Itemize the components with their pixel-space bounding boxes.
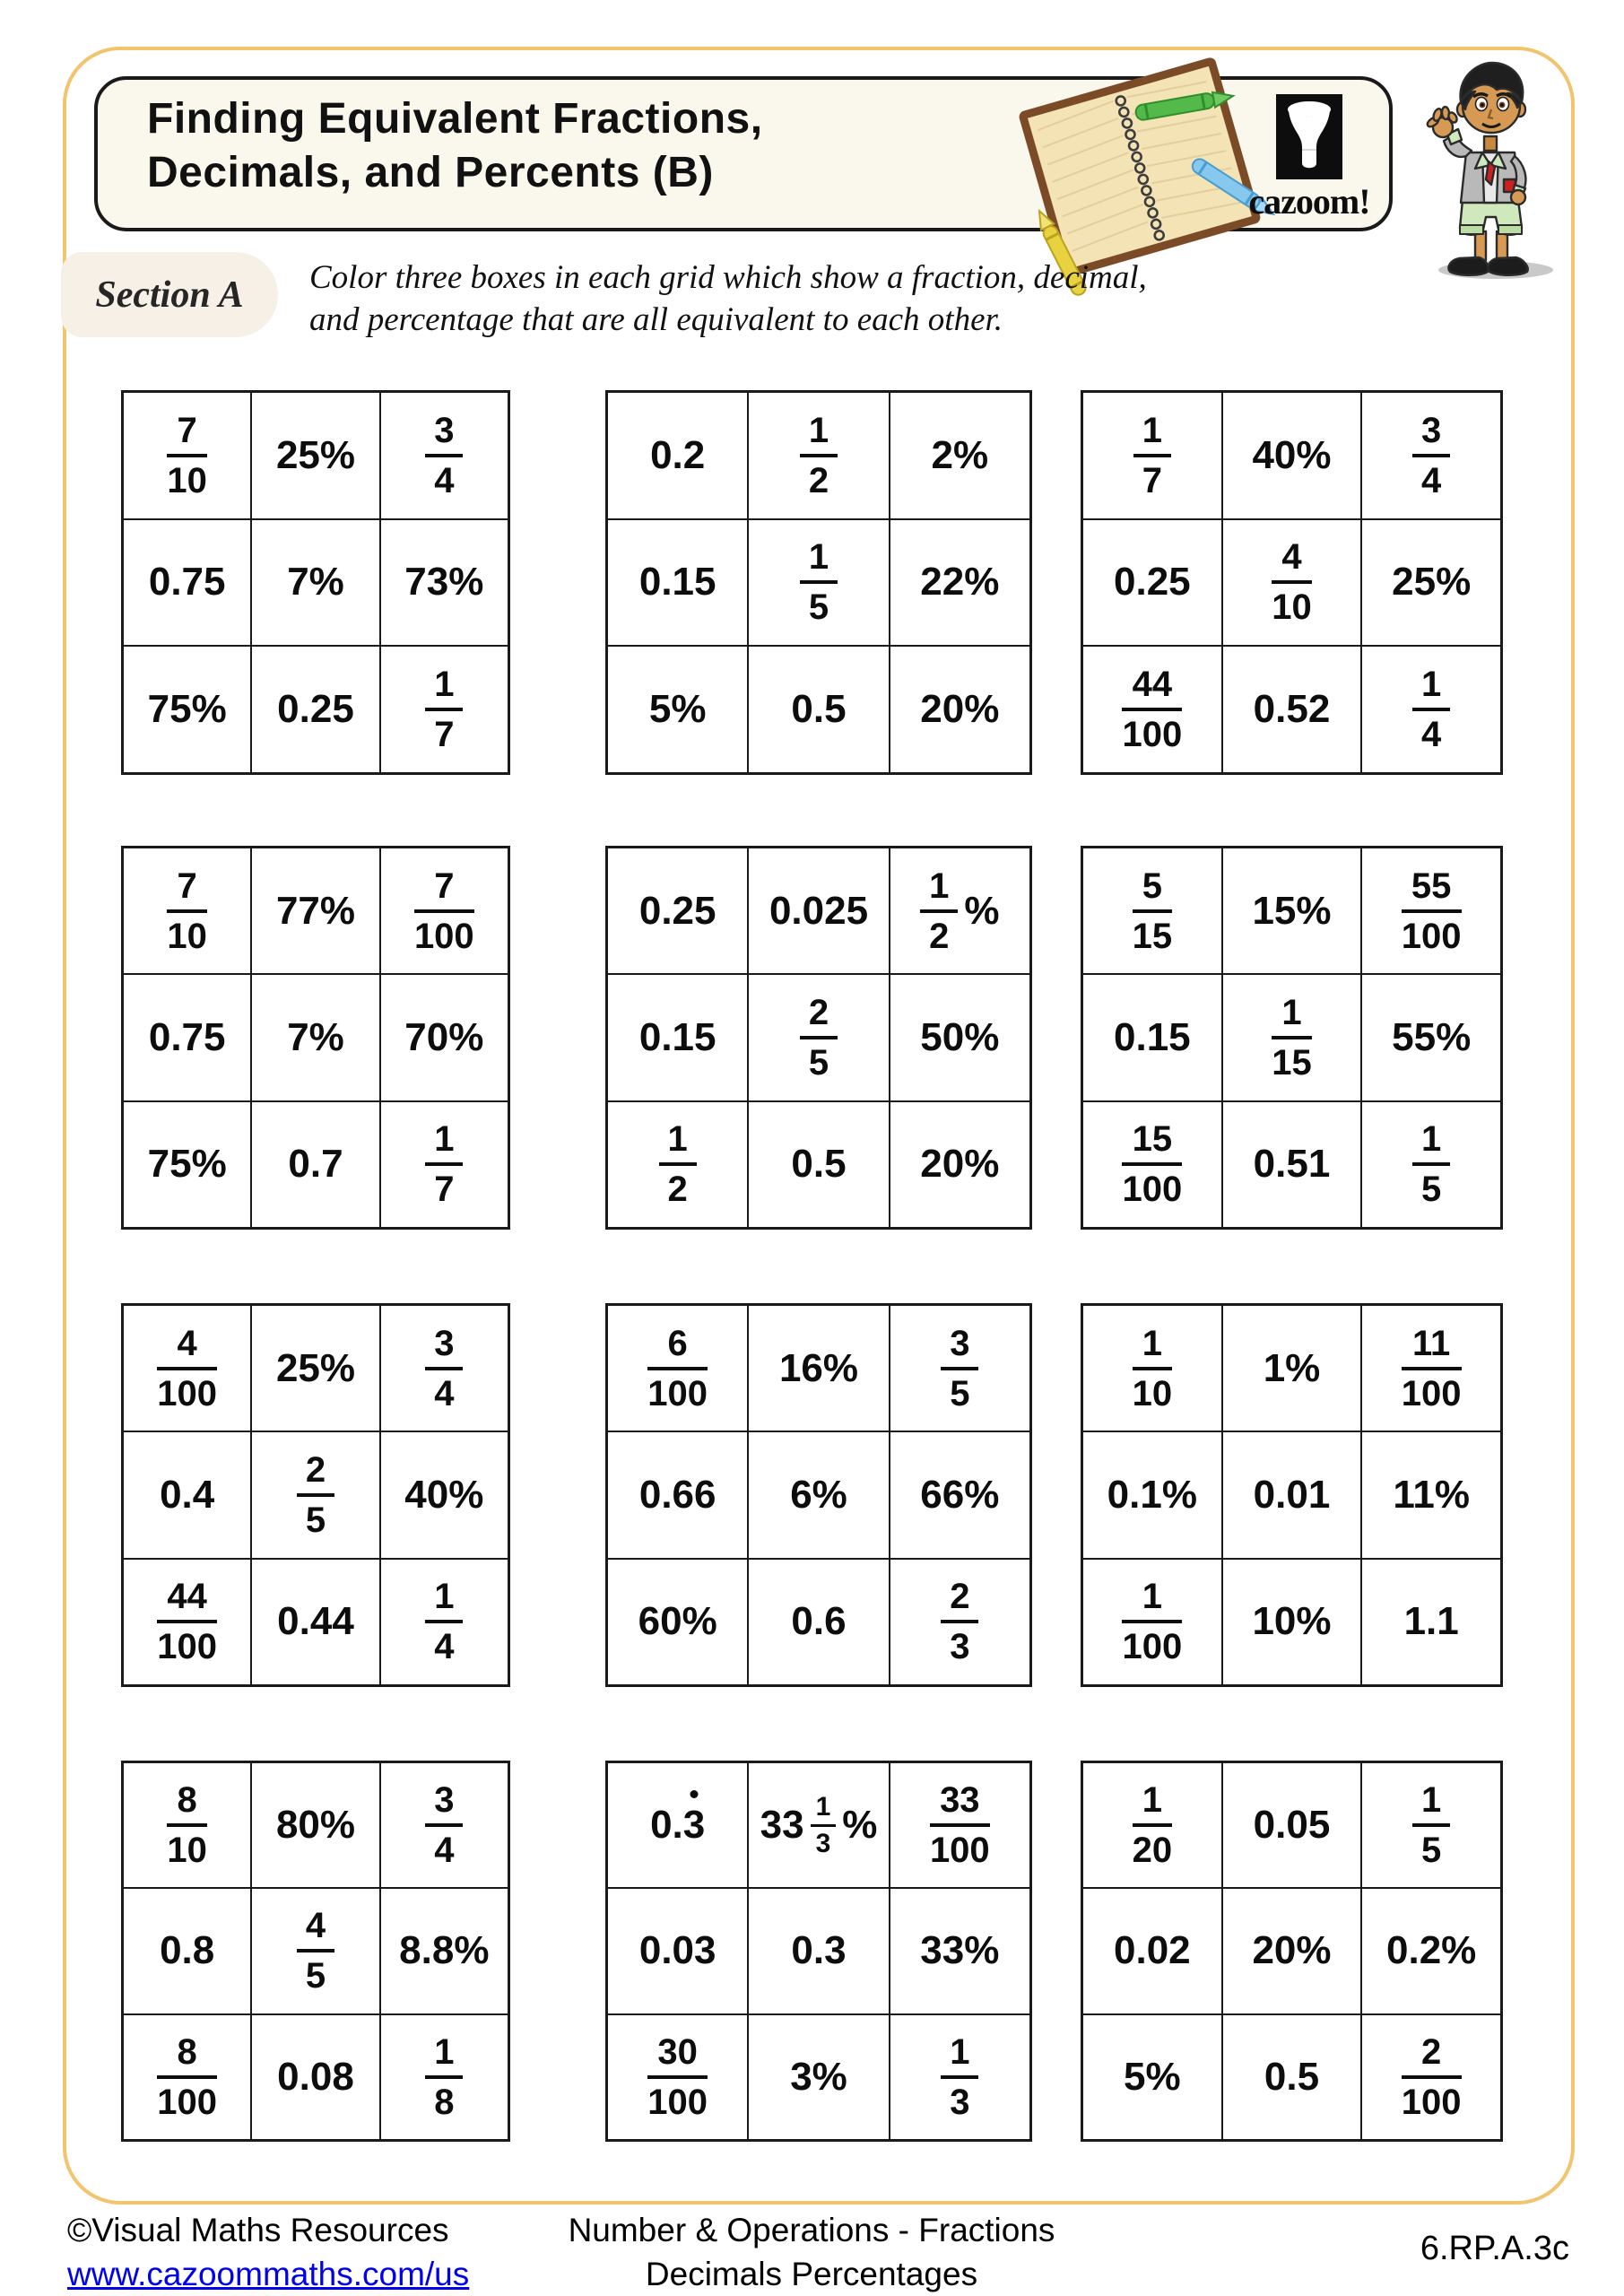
grid-12-cell-r2c1[interactable] [1082, 1888, 1222, 2013]
cell-value: 6% [790, 1472, 847, 1517]
grid-5-cell-r3c1[interactable] [607, 1101, 748, 1228]
fraction-value: $\frac{7}{10}$ [167, 865, 207, 956]
instruction-line2: and percentage that are all equivalent to each other. [309, 301, 1003, 338]
grid-2-cell-r3c2[interactable] [748, 646, 889, 773]
cell-value: 0.25 [1114, 560, 1191, 604]
grid-5-cell-r1c2[interactable] [748, 848, 889, 974]
fraction-value: $\frac{44}{100}$ [1122, 665, 1183, 755]
fraction-value: $\frac{1}{5}$ [800, 539, 838, 625]
grid-3-cell-r3c2[interactable] [1222, 646, 1362, 773]
fraction-value: $\frac{1}{2}$ [800, 413, 838, 499]
category-line2: Decimals Percentages [645, 2256, 978, 2292]
fraction-value: $\frac{7}{100}$ [413, 865, 474, 956]
standard-code: 6.RP.A.3c [1420, 2230, 1569, 2267]
grid-3-cell-r3c3[interactable] [1361, 646, 1501, 773]
cell-value: 0.3 [650, 1803, 706, 1848]
cell-value: 0.25 [277, 687, 354, 732]
grid-1-cell-r1c3[interactable] [380, 392, 508, 519]
grid-9-cell-r1c2[interactable] [1222, 1305, 1362, 1431]
cell-value: 0.25 [638, 888, 716, 933]
grid-6-cell-r1c1[interactable] [1082, 848, 1222, 974]
fraction-value: $\frac{11}{100}$ [1401, 1323, 1462, 1413]
grid-12-cell-r3c3[interactable] [1361, 2014, 1501, 2140]
grid-11-cell-r1c3[interactable] [890, 1762, 1030, 1888]
cell-value: 0.2 [650, 432, 706, 477]
grid-9-cell-r2c2[interactable] [1222, 1431, 1362, 1558]
grid-2-cell-r2c1[interactable] [607, 519, 748, 647]
fraction-value: $\frac{3}{4}$ [425, 413, 463, 499]
grid-8-cell-r3c1[interactable] [607, 1559, 748, 1685]
cell-value: 0.7 [288, 1142, 343, 1187]
grid-1-cell-r3c1[interactable] [123, 646, 251, 773]
equivalence-grid-1 [121, 390, 510, 775]
cell-value: 22% [920, 560, 1000, 604]
fraction-value: $\frac{4}{100}$ [157, 1323, 218, 1413]
grid-12-cell-r2c2[interactable] [1222, 1888, 1362, 2013]
cell-value: 0.2% [1386, 1928, 1477, 1973]
cell-value: 0.02 [1114, 1928, 1191, 1973]
equivalence-grid-12 [1081, 1761, 1503, 2142]
cell-value: 7% [287, 560, 344, 604]
cell-value: 0.5 [1264, 2054, 1320, 2099]
fraction-value: $\frac{33}{100}$ [929, 1780, 990, 1871]
cell-value: 55% [1392, 1014, 1472, 1059]
page-title [147, 92, 763, 200]
fraction-value: $\frac{1}{5}$ [1412, 1782, 1450, 1868]
cell-value: 0.5 [791, 1142, 847, 1187]
cell-value: 20% [1252, 1928, 1332, 1973]
grid-8-cell-r2c3[interactable] [890, 1431, 1030, 1558]
fraction-value: $\frac{8}{10}$ [167, 1780, 207, 1871]
cell-value: 0.15 [638, 1014, 716, 1059]
equivalence-grid-5 [605, 846, 1032, 1230]
cell-value: 60% [638, 1599, 717, 1644]
cell-value: 16% [778, 1345, 859, 1390]
cell-value: 70% [404, 1014, 484, 1059]
grid-4-cell-r1c1[interactable] [123, 848, 251, 974]
cell-value: 0.01 [1253, 1472, 1331, 1517]
cell-value: 20% [920, 687, 1000, 732]
grid-11-cell-r3c1[interactable] [607, 2014, 748, 2140]
fraction-value: $\frac{2}{100}$ [1401, 2031, 1462, 2122]
grid-11-cell-r3c3[interactable] [890, 2014, 1030, 2140]
fraction-value: $\frac{1}{7}$ [425, 1121, 463, 1207]
student-boy-illustration [1403, 52, 1574, 285]
fraction-value: $\frac{1}{5}$ [1412, 1121, 1450, 1207]
cell-value: 0.4 [160, 1472, 215, 1517]
equivalence-grid-6 [1081, 846, 1503, 1230]
grid-3-cell-r1c3[interactable] [1361, 392, 1501, 519]
equivalence-grid-9 [1081, 1303, 1503, 1687]
website-link[interactable]: www.cazoommaths.com/us [67, 2256, 470, 2292]
grid-12-cell-r1c2[interactable] [1222, 1762, 1362, 1888]
grid-5-cell-r2c1[interactable] [607, 974, 748, 1100]
cell-value: 80% [275, 1803, 356, 1848]
grid-5-cell-r3c3[interactable] [890, 1101, 1030, 1228]
grid-12-cell-r2c3[interactable] [1361, 1888, 1501, 2013]
grid-8-cell-r3c2[interactable] [748, 1559, 889, 1685]
grid-2-cell-r2c3[interactable] [890, 519, 1030, 647]
grid-3-cell-r1c1[interactable] [1082, 392, 1222, 519]
grid-3-cell-r1c2[interactable] [1222, 392, 1362, 519]
grid-12-cell-r3c2[interactable] [1222, 2014, 1362, 2140]
cell-value: 33% [920, 1928, 1000, 1973]
grid-10-cell-r1c1[interactable] [123, 1762, 251, 1888]
grid-1-cell-r2c2[interactable] [251, 519, 379, 647]
grid-11-cell-r1c2[interactable]: 33 $\frac{1}{3}$ % [748, 1762, 889, 1888]
cell-value: 11% [1393, 1472, 1470, 1517]
grid-6-cell-r3c2[interactable] [1222, 1101, 1362, 1228]
cell-value: 0.05 [1253, 1803, 1331, 1848]
equivalence-grid-7 [121, 1303, 510, 1687]
fraction-value: $\frac{6}{100}$ [647, 1323, 708, 1413]
fraction-value: $\frac{3}{4}$ [425, 1782, 463, 1868]
cell-value: 1% [1263, 1345, 1321, 1390]
fraction-value: $\frac{1}{4}$ [425, 1578, 463, 1665]
fraction-value: $\frac{4}{10}$ [1272, 537, 1312, 628]
grid-7-cell-r2c2[interactable] [251, 1431, 379, 1558]
equivalence-grid-2 [605, 390, 1032, 775]
cell-value: 5% [1124, 2054, 1181, 2099]
fraction-value: $\frac{1}{15}$ [1272, 992, 1312, 1083]
cell-value: 25% [1392, 560, 1472, 604]
grid-9-cell-r3c1[interactable] [1082, 1559, 1222, 1685]
grid-3-cell-r2c1[interactable] [1082, 519, 1222, 647]
cell-value: 75% [147, 687, 227, 732]
fraction-value: $\frac{1}{7}$ [1133, 413, 1171, 499]
grid-9-cell-r3c2[interactable] [1222, 1559, 1362, 1685]
grid-2-cell-r3c1[interactable] [607, 646, 748, 773]
cell-value: 0.75 [148, 560, 226, 604]
fraction-value: $\frac{4}{5}$ [297, 1908, 334, 1994]
equivalence-grid-4 [121, 846, 510, 1230]
grid-5-cell-r1c3[interactable]: $\frac{1}{2}$ % [890, 848, 1030, 974]
grid-7-cell-r1c1[interactable] [123, 1305, 251, 1431]
grid-6-cell-r1c3[interactable] [1361, 848, 1501, 974]
fraction-value: $\frac{3}{4}$ [1412, 413, 1450, 499]
cell-value: 15% [1252, 888, 1332, 933]
grid-3-cell-r2c2[interactable] [1222, 519, 1362, 647]
cell-value: 5% [648, 687, 707, 732]
fraction-value: $\frac{55}{100}$ [1401, 865, 1462, 956]
cazoom-drum-icon [1276, 94, 1342, 179]
grid-9-cell-r1c3[interactable] [1361, 1305, 1501, 1431]
fraction-value: $\frac{2}{3}$ [941, 1578, 978, 1665]
copyright-text: ©Visual Maths Resources [67, 2212, 449, 2248]
fraction-value: $\frac{30}{100}$ [647, 2031, 708, 2122]
fraction-value: $\frac{1}{4}$ [1412, 666, 1450, 752]
fraction-value: $\frac{8}{100}$ [157, 2031, 218, 2122]
grid-6-cell-r2c2[interactable] [1222, 974, 1362, 1100]
footer-center [498, 2208, 1125, 2296]
fraction-value: $\frac{1}{2}$ [659, 1121, 697, 1207]
grid-12-cell-r1c1[interactable] [1082, 1762, 1222, 1888]
grid-10-cell-r3c2[interactable] [251, 2014, 379, 2140]
grid-5-cell-r2c2[interactable] [748, 974, 889, 1100]
grid-10-cell-r2c3[interactable] [380, 1888, 508, 2013]
cell-value: 20% [920, 1142, 1000, 1187]
cell-value: 0.15 [1114, 1014, 1191, 1059]
fraction-value: $\frac{3}{4}$ [425, 1326, 463, 1412]
grid-5-cell-r1c1[interactable] [607, 848, 748, 974]
cell-value: 40% [1252, 432, 1332, 477]
grid-6-cell-r3c1[interactable] [1082, 1101, 1222, 1228]
cell-value: 75% [147, 1142, 227, 1187]
cell-value: 0.52 [1253, 687, 1331, 732]
page-title-line1: Finding Equivalent Fractions, [147, 95, 763, 143]
grid-8-cell-r2c1[interactable] [607, 1431, 748, 1558]
cell-value: 77% [275, 888, 356, 933]
grid-8-cell-r3c3[interactable] [890, 1559, 1030, 1685]
cell-value: 50% [920, 1014, 1000, 1059]
grid-11-cell-r2c1[interactable] [607, 1888, 748, 2013]
grid-10-cell-r2c2[interactable] [251, 1888, 379, 2013]
cell-value: 66% [920, 1472, 1000, 1517]
grid-7-cell-r3c2[interactable] [251, 1559, 379, 1685]
grid-11-cell-r1c1[interactable] [607, 1762, 748, 1888]
fraction-value: $\frac{2}{5}$ [297, 1452, 334, 1538]
grid-6-cell-r3c3[interactable] [1361, 1101, 1501, 1228]
cazoom-logo-text: cazoom! [1248, 181, 1370, 222]
grid-4-cell-r3c1[interactable] [123, 1101, 251, 1228]
grid-9-cell-r3c3[interactable] [1361, 1559, 1501, 1685]
grid-4-cell-r1c3[interactable] [380, 848, 508, 974]
grid-2-cell-r3c3[interactable] [890, 646, 1030, 773]
cell-value: 0.1% [1107, 1472, 1197, 1517]
cell-value: 0.44 [277, 1599, 354, 1644]
page-title-line2: Decimals, and Percents (B) [147, 149, 714, 196]
grid-8-cell-r1c1[interactable] [607, 1305, 748, 1431]
grid-10-cell-r3c3[interactable] [380, 2014, 508, 2140]
fraction-value: $\frac{3}{5}$ [941, 1326, 978, 1412]
equivalence-grid-3 [1081, 390, 1503, 775]
grid-8-cell-r1c2[interactable] [748, 1305, 889, 1431]
grid-9-cell-r2c1[interactable] [1082, 1431, 1222, 1558]
grid-10-cell-r2c1[interactable] [123, 1888, 251, 2013]
fraction-value: $\frac{1}{10}$ [1132, 1323, 1173, 1413]
fraction-value: $\frac{1}{20}$ [1132, 1780, 1173, 1871]
fraction-value: $\frac{1}{3}$ [811, 1794, 837, 1857]
cell-value: 0.66 [638, 1472, 716, 1517]
cell-value: 0.51 [1253, 1142, 1331, 1187]
section-a-label-text: Section A [95, 274, 244, 316]
fraction-value: $\frac{44}{100}$ [157, 1577, 218, 1667]
cell-value: 1.1 [1403, 1599, 1459, 1644]
grid-10-cell-r1c3[interactable] [380, 1762, 508, 1888]
grid-5-cell-r3c2[interactable] [748, 1101, 889, 1228]
cell-value: 2% [931, 432, 989, 477]
grid-4-cell-r1c2[interactable] [251, 848, 379, 974]
grid-1-cell-r3c3[interactable] [380, 646, 508, 773]
cell-value: 0.025 [769, 888, 869, 933]
grid-1-cell-r3c2[interactable] [251, 646, 379, 773]
grid-7-cell-r2c3[interactable] [380, 1431, 508, 1558]
equivalence-grid-10 [121, 1761, 510, 2142]
grid-7-cell-r3c1[interactable] [123, 1559, 251, 1685]
section-a-instruction [309, 257, 1251, 341]
grid-4-cell-r2c3[interactable] [380, 974, 508, 1100]
cell-value: 40% [404, 1472, 484, 1517]
cell-value: 0.5 [791, 687, 847, 732]
grid-7-cell-r1c3[interactable] [380, 1305, 508, 1431]
cell-value: 0.15 [638, 560, 716, 604]
grid-11-cell-r3c2[interactable] [748, 2014, 889, 2140]
cell-value: 25% [275, 1345, 356, 1390]
grid-4-cell-r2c2[interactable] [251, 974, 379, 1100]
cell-value: 0.8 [160, 1928, 215, 1973]
grid-8-cell-r1c3[interactable] [890, 1305, 1030, 1431]
grid-7-cell-r1c2[interactable] [251, 1305, 379, 1431]
fraction-value: $\frac{2}{5}$ [800, 995, 838, 1081]
grid-12-cell-r1c3[interactable] [1361, 1762, 1501, 1888]
category-line1: Number & Operations - Fractions [568, 2212, 1055, 2248]
grid-10-cell-r3c1[interactable] [123, 2014, 251, 2140]
cell-value: 73% [404, 560, 484, 604]
grid-6-cell-r2c1[interactable] [1082, 974, 1222, 1100]
cell-value: 0.6 [791, 1599, 847, 1644]
grid-6-cell-r2c3[interactable] [1361, 974, 1501, 1100]
cell-value: 8.8% [399, 1928, 490, 1973]
cell-value: 25% [275, 432, 356, 477]
cell-value: 0.08 [277, 2054, 354, 2099]
grid-4-cell-r3c3[interactable] [380, 1101, 508, 1228]
grid-11-cell-r2c3[interactable] [890, 1888, 1030, 2013]
grid-1-cell-r2c1[interactable] [123, 519, 251, 647]
cazoom-logo [1242, 94, 1376, 222]
cell-value: 0.75 [148, 1014, 226, 1059]
grid-3-cell-r3c1[interactable] [1082, 646, 1222, 773]
grid-1-cell-r1c1[interactable] [123, 392, 251, 519]
fraction-value: $\frac{1}{3}$ [941, 2034, 978, 2120]
instruction-line1: Color three boxes in each grid which show a fraction, decimal, [309, 259, 1147, 296]
equivalence-grid-8 [605, 1303, 1032, 1687]
cell-value: 0.3 [791, 1928, 847, 1973]
grid-7-cell-r3c3[interactable] [380, 1559, 508, 1685]
grid-4-cell-r2c1[interactable] [123, 974, 251, 1100]
grid-2-cell-r1c3[interactable] [890, 392, 1030, 519]
grid-4-cell-r3c2[interactable] [251, 1101, 379, 1228]
grid-6-cell-r1c2[interactable] [1222, 848, 1362, 974]
grid-2-cell-r1c2[interactable] [748, 392, 889, 519]
fraction-value: $\frac{1}{2}$ [920, 868, 958, 954]
fraction-value: $\frac{1}{100}$ [1122, 1577, 1183, 1667]
equivalence-grid-11 [605, 1761, 1032, 2142]
grid-1-cell-r2c3[interactable] [380, 519, 508, 647]
section-a-label [61, 252, 278, 337]
grid-1-cell-r1c2[interactable] [251, 392, 379, 519]
fraction-value: $\frac{1}{7}$ [425, 666, 463, 752]
grid-5-cell-r2c3[interactable] [890, 974, 1030, 1100]
grid-2-cell-r2c2[interactable] [748, 519, 889, 647]
cell-value: 7% [287, 1014, 344, 1059]
grid-8-cell-r2c2[interactable] [748, 1431, 889, 1558]
cell-value: 0.03 [638, 1928, 716, 1973]
fraction-value: $\frac{15}{100}$ [1122, 1119, 1183, 1210]
grid-3-cell-r2c3[interactable] [1361, 519, 1501, 647]
cell-value: 3% [790, 2054, 847, 2099]
grid-11-cell-r2c2[interactable] [748, 1888, 889, 2013]
grid-9-cell-r2c3[interactable] [1361, 1431, 1501, 1558]
grid-9-cell-r1c1[interactable] [1082, 1305, 1222, 1431]
fraction-value: $\frac{1}{8}$ [425, 2034, 463, 2120]
grid-10-cell-r1c2[interactable] [251, 1762, 379, 1888]
grid-7-cell-r2c1[interactable] [123, 1431, 251, 1558]
footer-left [67, 2208, 469, 2296]
fraction-value: $\frac{5}{15}$ [1132, 865, 1173, 956]
fraction-value: $\frac{7}{10}$ [167, 410, 207, 500]
grid-12-cell-r3c1[interactable] [1082, 2014, 1222, 2140]
grid-2-cell-r1c1[interactable] [607, 392, 748, 519]
cell-value: 10% [1252, 1599, 1332, 1644]
